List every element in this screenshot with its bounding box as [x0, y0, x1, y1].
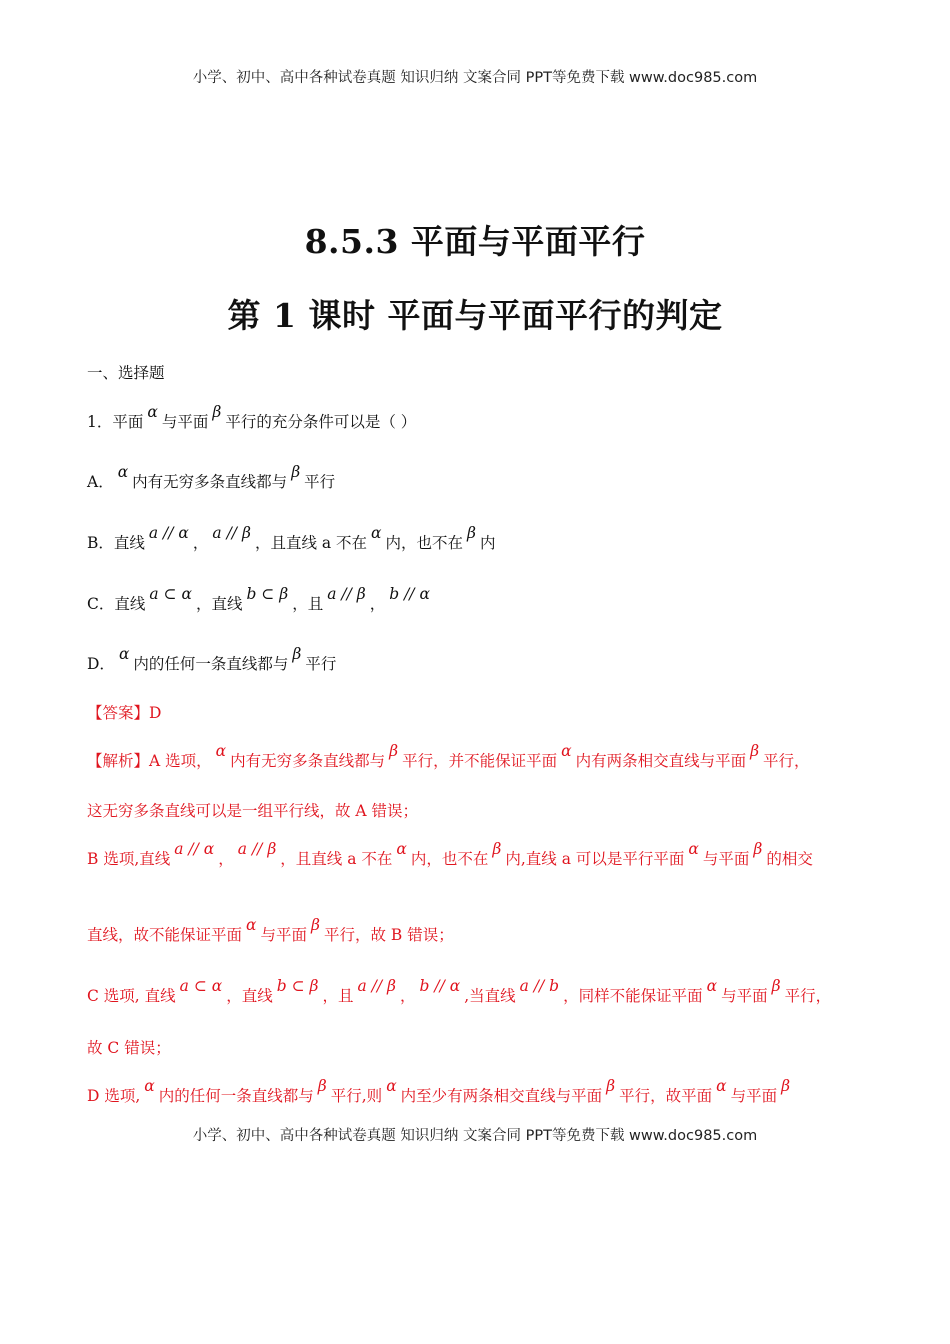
analysis-line-5 — [87, 977, 832, 1006]
option-text: ，且 — [292, 595, 324, 613]
q1-text: 平面 — [112, 413, 144, 431]
analysis-text: 内,直线 a 可以是平行平面 — [505, 850, 685, 868]
page-header: 小学、初中、高中各种试卷真题 知识归纳 文案合同 PPT等免费下载 www.doc985.com — [192, 70, 758, 86]
option-c — [87, 585, 434, 614]
analysis-line-1 — [87, 742, 810, 771]
analysis-text: 平行,则 — [330, 1087, 383, 1105]
analysis-line-6: 故 C 错误； — [87, 1039, 171, 1057]
beta-symbol: β — [212, 403, 222, 421]
analysis-line-3 — [87, 840, 813, 869]
option-text: 平行 — [304, 473, 336, 491]
analysis-text: ，同样不能保证平面 — [563, 987, 703, 1005]
option-text: ， — [369, 595, 386, 613]
analysis-text: 与平面 — [702, 850, 750, 868]
analysis-text: 直线，故不能保证平面 — [87, 926, 243, 944]
math-expression: b // α — [419, 977, 461, 995]
analysis-text: 内有无穷多条直线都与 — [230, 752, 386, 770]
beta-symbol: β — [317, 1077, 327, 1095]
option-text: ，且直线 a 不在 — [254, 534, 368, 552]
math-expression: a ⊂ α — [179, 977, 223, 995]
option-text: 内的任何一条直线都与 — [133, 655, 289, 673]
alpha-symbol: α — [561, 742, 572, 760]
alpha-symbol: α — [371, 524, 382, 542]
alpha-symbol: α — [118, 645, 130, 663]
analysis-text: ，且直线 a 不在 — [280, 850, 393, 868]
analysis-text: ，直线 — [226, 987, 273, 1005]
alpha-symbol: α — [215, 742, 227, 760]
option-label: A． — [87, 473, 114, 491]
option-b — [87, 524, 496, 553]
option-text: ， — [192, 534, 209, 552]
option-text: 内 — [480, 534, 496, 552]
alpha-symbol: α — [147, 403, 158, 421]
beta-symbol: β — [753, 840, 763, 858]
option-text: 内，也不在 — [385, 534, 464, 552]
beta-symbol: β — [492, 840, 502, 858]
analysis-text: 平行， — [784, 987, 832, 1005]
alpha-symbol: α — [396, 840, 407, 858]
title-chapter: 8.5.3 平面与平面平行 — [304, 222, 646, 261]
alpha-symbol: α — [688, 840, 699, 858]
analysis-text: 与平面 — [721, 987, 768, 1005]
beta-symbol: β — [292, 645, 302, 663]
math-expression: a // α — [148, 524, 189, 542]
question-number: 1． — [87, 413, 113, 431]
math-expression: a // α — [174, 840, 215, 858]
title-lesson: 第 1 课时 平面与平面平行的判定 — [227, 296, 723, 335]
option-text: ，直线 — [195, 595, 243, 613]
beta-symbol: β — [606, 1077, 616, 1095]
alpha-symbol: α — [716, 1077, 727, 1095]
math-expression: a // β — [327, 585, 366, 603]
analysis-line-7 — [87, 1077, 794, 1106]
option-label: B．直线 — [87, 534, 145, 552]
q1-text: 平行的充分条件可以是（ ） — [225, 413, 417, 431]
analysis-text: 内有两条相交直线与平面 — [575, 752, 747, 770]
analysis-text: 平行，故 B 错误； — [323, 926, 454, 944]
page-footer: 小学、初中、高中各种试卷真题 知识归纳 文案合同 PPT等免费下载 www.doc985.com — [192, 1128, 758, 1144]
option-label: C．直线 — [87, 595, 146, 613]
answer: 【答案】D — [87, 704, 162, 722]
beta-symbol: β — [291, 463, 301, 481]
analysis-text: ，且 — [322, 987, 354, 1005]
analysis-text: 的相交 — [766, 850, 813, 868]
option-a — [87, 463, 336, 492]
math-expression: b // α — [389, 585, 430, 603]
beta-symbol: β — [389, 742, 399, 760]
alpha-symbol: α — [144, 1077, 155, 1095]
alpha-symbol: α — [706, 977, 718, 995]
beta-symbol: β — [781, 1077, 791, 1095]
analysis-text: 平行， — [763, 752, 810, 770]
math-expression: a // β — [212, 524, 251, 542]
option-label: D． — [87, 655, 115, 673]
q1-text: 与平面 — [161, 413, 209, 431]
analysis-text: 平行，并不能保证平面 — [402, 752, 558, 770]
math-expression: a // β — [357, 977, 396, 995]
analysis-line-2: 这无穷多条直线可以是一组平行线，故 A 错误； — [87, 802, 419, 820]
question-1 — [87, 403, 417, 432]
analysis-text: D 选项, — [87, 1087, 141, 1105]
alpha-symbol: α — [246, 916, 257, 934]
beta-symbol: β — [467, 524, 476, 542]
math-expression: a ⊂ α — [149, 585, 192, 603]
math-expression: b ⊂ β — [276, 977, 319, 995]
analysis-text: 与平面 — [730, 1087, 778, 1105]
analysis-text: ,当直线 — [464, 987, 516, 1005]
beta-symbol: β — [311, 916, 320, 934]
alpha-symbol: α — [117, 463, 129, 481]
analysis-text: 【解析】A 选项， — [87, 752, 212, 770]
beta-symbol: β — [750, 742, 760, 760]
analysis-text: 与平面 — [260, 926, 307, 944]
math-expression: b ⊂ β — [246, 585, 289, 603]
analysis-text: 内至少有两条相交直线与平面 — [400, 1087, 603, 1105]
beta-symbol: β — [771, 977, 781, 995]
alpha-symbol: α — [386, 1077, 397, 1095]
analysis-text: 平行，故平面 — [619, 1087, 713, 1105]
analysis-text: 内，也不在 — [410, 850, 489, 868]
analysis-text: B 选项,直线 — [87, 850, 171, 868]
math-expression: a // β — [237, 840, 277, 858]
analysis-line-4 — [87, 916, 454, 945]
analysis-text: ， — [400, 987, 416, 1005]
option-text: 平行 — [305, 655, 337, 673]
math-expression: a // b — [519, 977, 560, 995]
analysis-text: ， — [218, 850, 234, 868]
section-heading: 一、选择题 — [87, 364, 165, 382]
option-d — [87, 645, 337, 674]
option-text: 内有无穷多条直线都与 — [132, 473, 288, 491]
analysis-text: C 选项, 直线 — [87, 987, 176, 1005]
analysis-text: 内的任何一条直线都与 — [158, 1087, 314, 1105]
